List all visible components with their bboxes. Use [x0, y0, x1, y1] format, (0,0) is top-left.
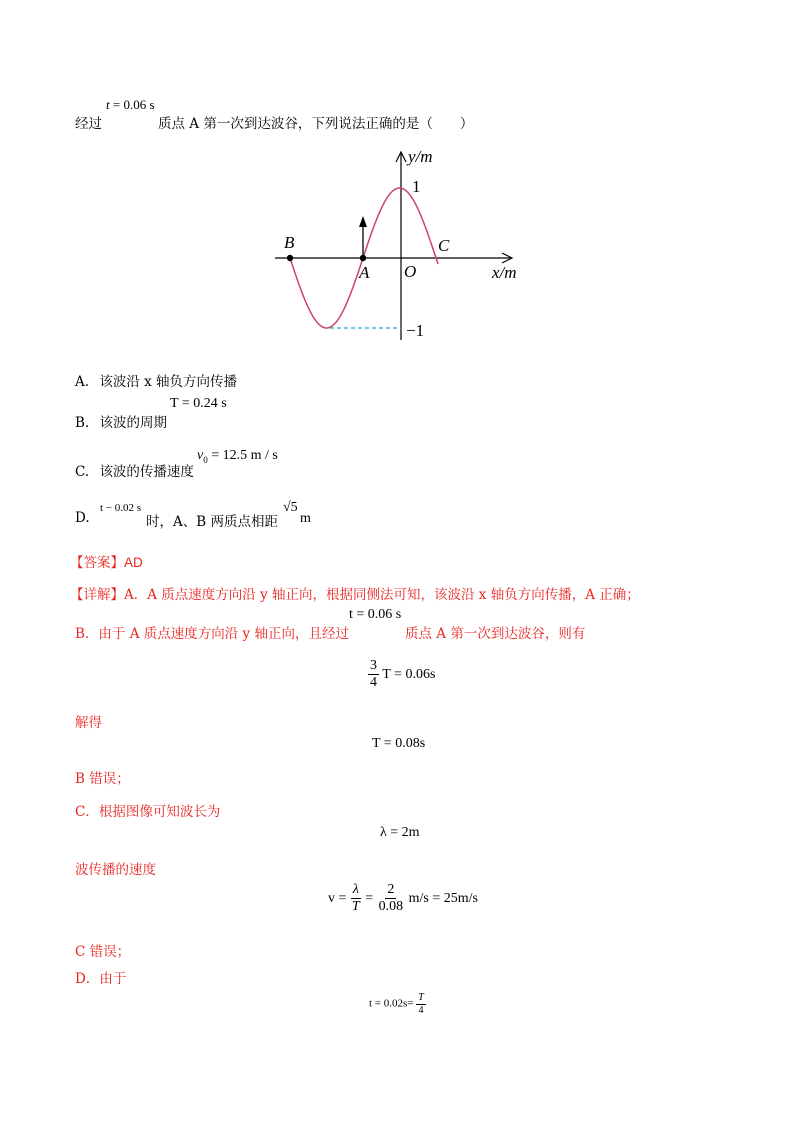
- option-C-v: v: [197, 448, 204, 463]
- explanation-b-post: 质点 A 第一次到达波谷，则有: [405, 626, 586, 642]
- equation-3: λ = 2m: [380, 825, 420, 840]
- equation-1: [368, 658, 435, 691]
- eq1-rest: T = 0.06s: [382, 666, 436, 682]
- y-top-label: 1: [412, 177, 421, 196]
- eq5-num: T: [418, 992, 424, 1003]
- eq5-pre: t = 0.02s=: [369, 997, 414, 1010]
- option-A-text: 该波沿 x 轴负方向传播: [99, 374, 238, 390]
- label-A: A: [359, 263, 370, 282]
- option-D-formula: t − 0.02 s: [100, 502, 142, 514]
- option-C: [75, 460, 194, 480]
- answer-line: [70, 551, 143, 571]
- option-B: [75, 411, 167, 431]
- eq4-f2-den: 0.08: [378, 899, 404, 915]
- eq1-num: 3: [368, 658, 379, 675]
- point-B-dot: [287, 255, 293, 261]
- explanation-a-line: [70, 583, 640, 603]
- label-B: B: [284, 233, 295, 252]
- y-bottom-label: −1: [406, 321, 425, 340]
- eq4-eq: =: [365, 890, 374, 906]
- eq5-den: 4: [418, 1004, 424, 1016]
- option-A-letter: A.: [75, 374, 90, 390]
- eq1-den: 4: [370, 675, 377, 691]
- option-B-text: 该波的周期: [99, 415, 168, 431]
- explanation-b-t: t = 0.06 s: [349, 607, 402, 622]
- explanation-b-pre: B．由于 A 质点速度方向沿 y 轴正向，且经过: [75, 626, 349, 642]
- option-C-sub: 0: [203, 454, 208, 465]
- option-B-letter: B.: [75, 415, 90, 431]
- option-D-letter: D.: [75, 510, 90, 526]
- eq4-v: v =: [328, 890, 347, 906]
- option-C-text: 该波的传播速度: [99, 464, 194, 480]
- question-stem: 质点 A 第一次到达波谷，下列说法正确的是（ ）: [158, 116, 474, 132]
- explanation-a-text: A．A 质点速度方向沿 y 轴正向，根据同侧法可知，该波沿 x 轴负方向传播，A 正确；: [124, 587, 640, 603]
- answer-tag: 【答案】: [70, 555, 124, 571]
- option-D-unit: m: [300, 511, 311, 526]
- label-O: O: [404, 262, 417, 281]
- equation-2: T = 0.08s: [372, 736, 426, 751]
- option-B-formula: T = 0.24 s: [170, 396, 227, 411]
- option-C-rest: = 12.5 m / s: [211, 448, 278, 463]
- wave-figure: [270, 140, 540, 350]
- question-prefix: 经过: [75, 116, 102, 132]
- explanation-solve: 解得: [75, 715, 102, 731]
- explanation-tag: 【详解】: [70, 587, 124, 603]
- option-D-text: 时，A、B 两质点相距: [146, 514, 278, 530]
- point-A-dot: [360, 255, 366, 261]
- equation-5: [369, 992, 426, 1016]
- velocity-arrow-head-icon: [359, 216, 367, 227]
- eq4-f2-num: 2: [385, 882, 396, 899]
- explanation-b-wrong: B 错误；: [75, 771, 130, 787]
- option-D-sqrt: √5: [283, 500, 298, 515]
- eq4-f1-num: λ: [351, 882, 361, 899]
- explanation-c-wrong: C 错误；: [75, 944, 131, 960]
- option-C-formula: [197, 448, 278, 465]
- equation-4: [328, 882, 478, 915]
- question-t-value: = 0.06 s: [112, 97, 155, 112]
- question-t-formula: t = 0.06 s: [106, 97, 155, 112]
- option-C-letter: C.: [75, 464, 90, 480]
- explanation-d-line: D．由于: [75, 971, 127, 987]
- answer-value: AD: [124, 555, 143, 570]
- explanation-c-line: C．根据图像可知波长为: [75, 804, 221, 820]
- eq4-rest: m/s = 25m/s: [408, 890, 478, 906]
- label-C: C: [438, 236, 450, 255]
- x-axis-label: x/m: [492, 263, 517, 282]
- explanation-speed-line: 波传播的速度: [75, 862, 156, 878]
- y-axis-label: y/m: [408, 147, 433, 166]
- option-A: [75, 370, 237, 390]
- eq4-f1-den: T: [351, 899, 360, 915]
